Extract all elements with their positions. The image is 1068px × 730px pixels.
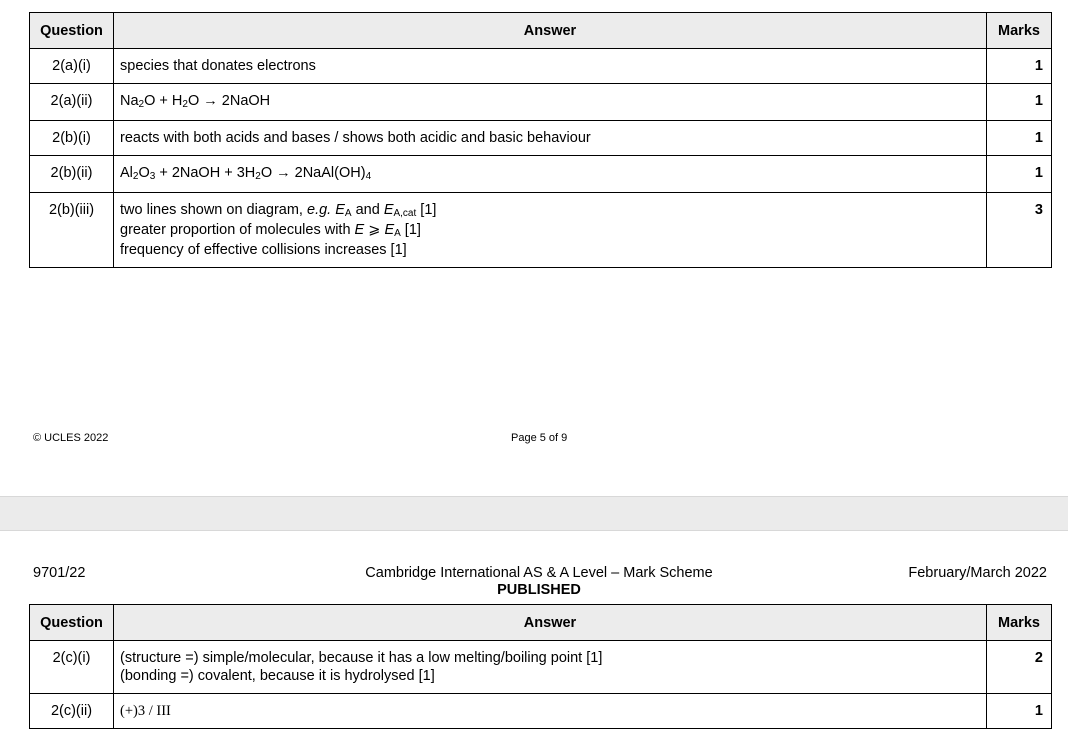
table-row — [30, 49, 1052, 84]
table-header-row — [30, 605, 1052, 641]
table-row — [30, 193, 1052, 268]
answer-line: (bonding =) covalent, because it is hydrolysed [1] — [120, 668, 435, 684]
table-header-row — [30, 13, 1052, 49]
question-cell: 2(c)(i) — [30, 641, 114, 694]
answer-header: Answer — [114, 605, 987, 641]
marks-cell: 1 — [987, 156, 1052, 193]
answer-cell: Na2O + H2O → 2NaOH — [114, 84, 987, 121]
marks-cell: 1 — [987, 49, 1052, 84]
question-cell: 2(b)(iii) — [30, 193, 114, 268]
marks-header: Marks — [987, 13, 1052, 49]
table-row — [30, 121, 1052, 156]
question-header: Question — [30, 605, 114, 641]
page-separator — [0, 496, 1068, 531]
marks-cell: 1 — [987, 84, 1052, 121]
document-title: Cambridge International AS & A Level – Mark Scheme PUBLISHED — [0, 565, 1068, 599]
marks-header: Marks — [987, 605, 1052, 641]
answer-line: frequency of effective collisions increases [1] — [120, 242, 407, 258]
marks-cell: 3 — [987, 193, 1052, 268]
question-cell: 2(b)(i) — [30, 121, 114, 156]
question-cell: 2(b)(ii) — [30, 156, 114, 193]
marks-cell: 2 — [987, 641, 1052, 694]
answer-cell: species that donates electrons — [114, 49, 987, 84]
question-header: Question — [30, 13, 114, 49]
answer-cell: (+)3 / III — [114, 694, 987, 729]
answer-cell — [114, 641, 987, 694]
page-6 — [0, 531, 1068, 730]
marks-cell: 1 — [987, 121, 1052, 156]
question-cell: 2(a)(ii) — [30, 84, 114, 121]
table-row — [30, 84, 1052, 121]
answer-line: (structure =) simple/molecular, because it has a low melting/boiling point [1] — [120, 650, 603, 666]
answer-cell: Al2O3 + 2NaOH + 3H2O → 2NaAl(OH)4 — [114, 156, 987, 193]
syllabus-code: 9701/22 — [33, 565, 86, 581]
copyright-footer: © UCLES 2022 — [33, 432, 109, 444]
answer-line: greater proportion of molecules with E ⩾ EA [1] — [120, 222, 421, 239]
marks-cell: 1 — [987, 694, 1052, 729]
answer-cell — [114, 193, 987, 268]
answer-line: two lines shown on diagram, e.g. EA and EA,cat [1] — [120, 202, 437, 219]
question-cell: 2(a)(i) — [30, 49, 114, 84]
table-row — [30, 641, 1052, 694]
mark-scheme-table-page-6 — [29, 604, 1052, 729]
page-number: Page 5 of 9 — [511, 432, 568, 444]
answer-header: Answer — [114, 13, 987, 49]
published-label: PUBLISHED — [497, 582, 581, 598]
answer-cell: reacts with both acids and bases / shows both acidic and basic behaviour — [114, 121, 987, 156]
table-row — [30, 694, 1052, 729]
exam-session: February/March 2022 — [908, 565, 1047, 581]
mark-scheme-table-page-5 — [29, 12, 1052, 268]
table-row — [30, 156, 1052, 193]
question-cell: 2(c)(ii) — [30, 694, 114, 729]
